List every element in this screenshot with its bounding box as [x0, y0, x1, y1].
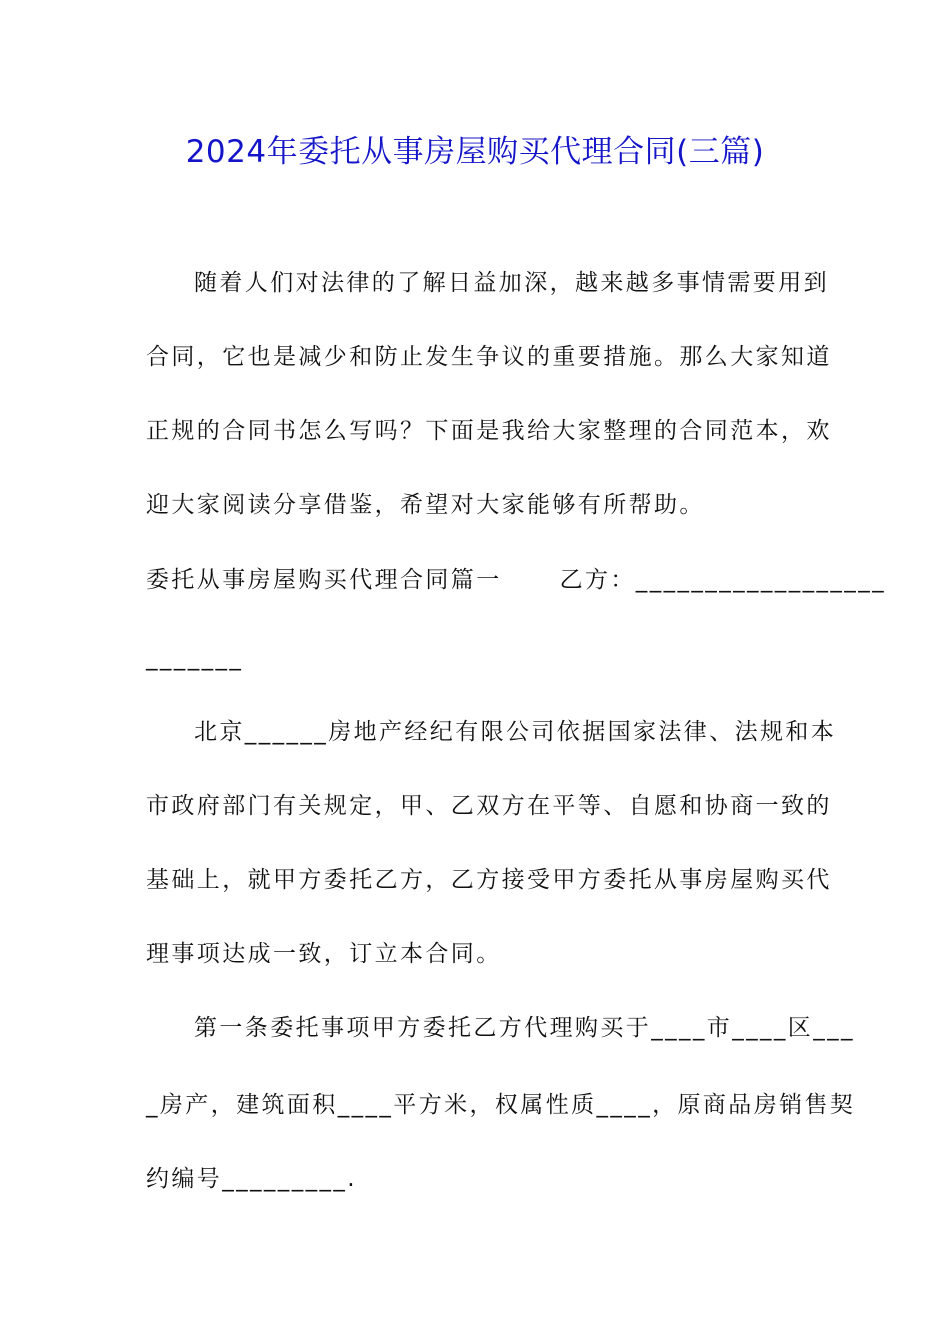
contract-line-2: 市政府部门有关规定，甲、乙双方在平等、自愿和协商一致的 — [146, 793, 832, 819]
intro-line-4: 迎大家阅读分享借鉴，希望对大家能够有所帮助。 — [146, 492, 705, 518]
section-heading-line — [146, 563, 887, 597]
document-title: 2024年委托从事房屋购买代理合同(三篇) — [185, 134, 765, 170]
article-1-line-2: _房产，建筑面积____平方米，权属性质____，原商品房销售契 — [146, 1092, 856, 1118]
party-b-field: 乙方：__________________ — [559, 567, 887, 593]
intro-line-1: 随着人们对法律的了解日益加深，越来越多事情需要用到 — [194, 270, 829, 296]
article-1-line-1: 第一条委托事项甲方委托乙方代理购买于____市____区___ — [194, 1015, 855, 1041]
intro-line-2: 合同，它也是减少和防止发生争议的重要措施。那么大家知道 — [146, 344, 832, 370]
intro-line-3: 正规的合同书怎么写吗？下面是我给大家整理的合同范本，欢 — [146, 418, 832, 444]
contract-line-3: 基础上，就甲方委托乙方，乙方接受甲方委托从事房屋购买代 — [146, 867, 832, 893]
section-heading: 委托从事房屋购买代理合同篇一 — [146, 567, 502, 593]
contract-line-1: 北京______房地产经纪有限公司依据国家法律、法规和本 — [194, 719, 837, 745]
article-1-line-3: 约编号_________. — [146, 1166, 358, 1192]
party-b-field-continued: _______ — [146, 645, 244, 671]
contract-line-4: 理事项达成一致，订立本合同。 — [146, 941, 502, 967]
